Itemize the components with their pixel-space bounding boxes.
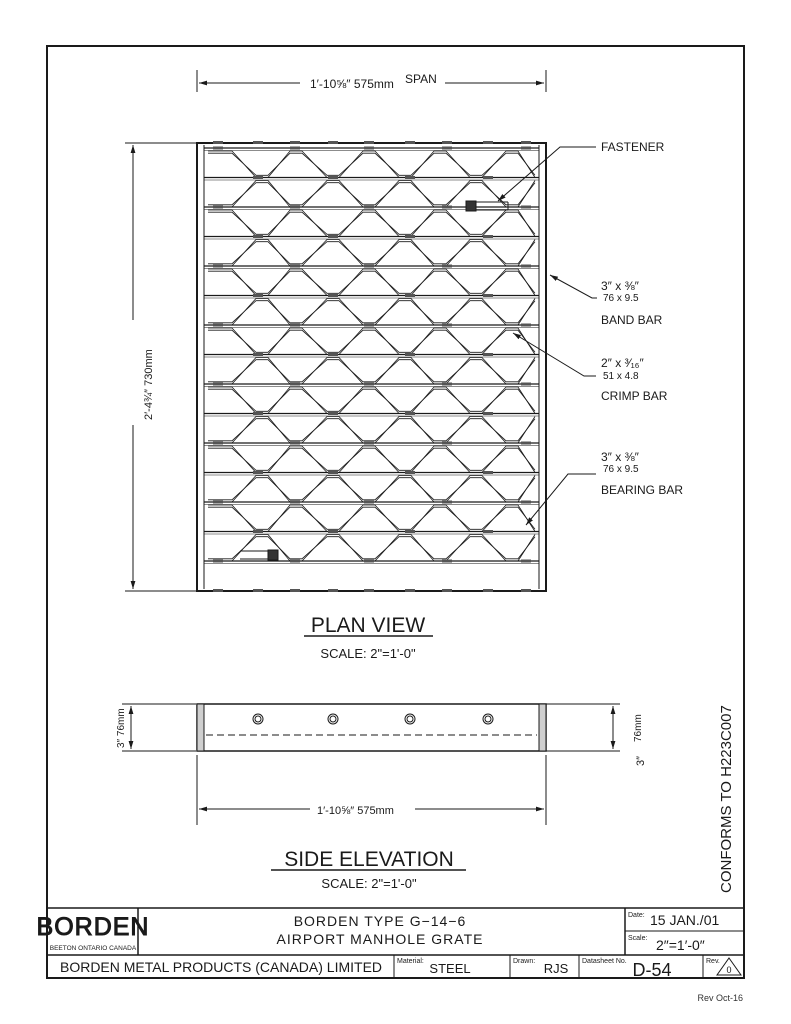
rev-value: 0 [726,965,732,975]
bar-tab [364,383,374,386]
bar-tab [521,324,531,327]
bar-tab [483,353,493,356]
crimp-bar [208,240,535,267]
bar-tab [328,471,338,474]
callouts [498,140,683,525]
crimp-bar [208,387,535,414]
bar-tab [442,147,452,150]
crimp-bar [208,271,535,293]
side-right-dimension-in: 3″ [635,755,647,766]
edge-tab [405,141,415,144]
crimp-bar [208,535,535,562]
crimp-bar [208,537,535,559]
edge-tab [364,141,374,144]
bar-tab [364,501,374,504]
fastener-top [466,201,508,211]
crimp-bar-metric: 51 x 4.8 [603,371,639,382]
bar-tab [213,147,223,150]
material-label: Material: [397,958,424,965]
date-label: Date: [628,912,645,919]
elevation-body [197,704,546,751]
bar-tab [364,324,374,327]
crimp-bar [208,505,535,532]
rev-label: Rev. [706,958,720,965]
side-elevation [116,704,647,891]
drawing-title-line2: AIRPORT MANHOLE GRATE [276,931,484,947]
material-value: STEEL [429,961,471,976]
edge-tab [213,589,223,592]
bar-tab [364,206,374,209]
bar-tab [328,294,338,297]
bar-tab [290,206,300,209]
borden-logo-subtitle: BEETON ONTARIO CANADA [49,945,137,952]
bar-tab [442,265,452,268]
edge-tab [442,589,452,592]
band-bar-metric: 76 x 9.5 [603,293,639,304]
crimp-bar [208,153,535,175]
bar-tab [253,412,263,415]
side-left-dimension: 3″ 76mm [116,708,127,748]
bar-tab [328,235,338,238]
band-bar-label: BAND BAR [601,313,663,327]
bar-tab [405,471,415,474]
crimp-bar [208,242,535,264]
edge-tab [442,141,452,144]
crimp-bar [208,417,535,444]
bar-tab [364,560,374,563]
bar-tab [253,294,263,297]
crimp-bar [208,181,535,208]
crimp-bar [208,358,535,385]
plan-view [125,70,546,661]
bar-tab [213,265,223,268]
bar-tab [364,442,374,445]
bar-tab [405,530,415,533]
bar-tab [521,560,531,563]
bar-tab [290,324,300,327]
bar-tab [364,147,374,150]
crimp-bar [208,151,535,178]
bar-tab [290,501,300,504]
crimp-bar [208,269,535,296]
crimp-bar [208,183,535,205]
bar-tab [483,235,493,238]
side-elevation-title: SIDE ELEVATION [284,848,454,871]
fastener-callout: FASTENER [601,140,665,154]
bar-tab [213,324,223,327]
bar-tab [483,530,493,533]
edge-tab [253,589,263,592]
edge-tab [253,141,263,144]
span-label: SPAN [405,72,437,86]
edge-tab [521,141,531,144]
bar-tab [405,235,415,238]
datasheet-value: D-54 [632,960,672,980]
edge-tab [405,589,415,592]
height-dimension-text: 2′-4¾″ 730mm [143,349,155,420]
crimp-bar [208,210,535,237]
bar-tab [405,353,415,356]
bar-tab [442,383,452,386]
bar-tab [364,265,374,268]
span-dimension-text: 1′-10⅝″ 575mm [310,77,394,91]
bar-tab [521,501,531,504]
bar-tab [442,560,452,563]
bar-tab [290,560,300,563]
bar-tab [213,560,223,563]
drawn-label: Drawn: [513,958,536,965]
crimp-bar [208,360,535,382]
side-width-dimension: 1′-10⅝″ 575mm [317,805,394,817]
bar-tab [405,294,415,297]
bar-tab [290,147,300,150]
drawn-value: RJS [543,961,569,976]
side-elevation-scale: SCALE: 2"=1'-0" [321,876,417,891]
edge-tab [213,141,223,144]
bar-tab [213,501,223,504]
bar-tab [253,353,263,356]
band-bar-size: 3″ x ⅜″ [601,279,639,293]
crimp-bar [208,328,535,355]
scale-value: 2″=1′-0″ [656,937,705,953]
edge-tab [483,589,493,592]
bar-tab [483,412,493,415]
crimp-bar-size: 2″ x ³⁄₁₆″ [601,356,644,370]
bar-tab [290,442,300,445]
edge-tab [364,589,374,592]
bar-tab [405,176,415,179]
bar-tab [253,471,263,474]
title-block [37,908,744,980]
edge-tab [328,141,338,144]
bar-tab [483,294,493,297]
edge-tab [328,589,338,592]
bar-tab [328,530,338,533]
crimp-bar [208,448,535,470]
bar-tab [253,530,263,533]
crimp-bar [208,419,535,441]
bar-tab [521,206,531,209]
bar-tab [290,265,300,268]
borden-logo: BORDEN [36,913,150,941]
bar-tab [213,206,223,209]
height-dimension [125,143,196,591]
elevation-holes [253,714,493,724]
bar-tab [521,265,531,268]
bar-tab [521,147,531,150]
conforms-note: CONFORMS TO H223C007 [718,705,735,893]
edge-tab [290,141,300,144]
bar-tab [521,383,531,386]
bar-tab [213,383,223,386]
bar-tab [442,206,452,209]
footer-revision: Rev Oct-16 [697,993,743,1003]
crimp-bar [208,212,535,234]
span-dimension [197,70,546,92]
fastener-bottom [240,550,278,560]
bar-tab [290,383,300,386]
bar-tabs [213,141,531,592]
company-name: BORDEN METAL PRODUCTS (CANADA) LIMITED [59,959,383,975]
bar-tab [483,471,493,474]
bar-tab [442,324,452,327]
crimp-bar [208,301,535,323]
bar-tab [442,442,452,445]
bar-tab [483,176,493,179]
crimp-bar [208,299,535,326]
edge-tab [521,589,531,592]
plan-view-scale: SCALE: 2"=1'-0" [320,646,416,661]
edge-tab [290,589,300,592]
bar-tab [253,235,263,238]
bar-tab [328,412,338,415]
scale-label: Scale: [628,935,648,942]
bar-tab [328,176,338,179]
edge-tab [483,141,493,144]
crimp-bar [208,330,535,352]
bearing-bar-metric: 76 x 9.5 [603,464,639,475]
bar-tab [405,412,415,415]
crimp-bar [208,389,535,411]
crimp-bar [208,476,535,503]
crimp-bar-label: CRIMP BAR [601,389,668,403]
crimp-bar [208,446,535,473]
bearing-bar-size: 3″ x ⅜″ [601,450,639,464]
bar-tab [328,353,338,356]
elevation-band-right [539,704,546,751]
datasheet-label: Datasheet No. [582,958,627,965]
crimp-bar [208,507,535,529]
bar-tab [253,176,263,179]
drawing-title-line1: BORDEN TYPE G−14−6 [293,913,467,929]
side-right-dimension-mm: 76mm [633,714,644,742]
plan-view-title: PLAN VIEW [310,614,426,637]
date-value: 15 JAN./01 [650,912,720,928]
elevation-band-left [197,704,204,751]
bar-tab [521,442,531,445]
bearing-bar-label: BEARING BAR [601,483,684,497]
crimp-bar [208,478,535,500]
bar-tab [442,501,452,504]
bar-tab [213,442,223,445]
